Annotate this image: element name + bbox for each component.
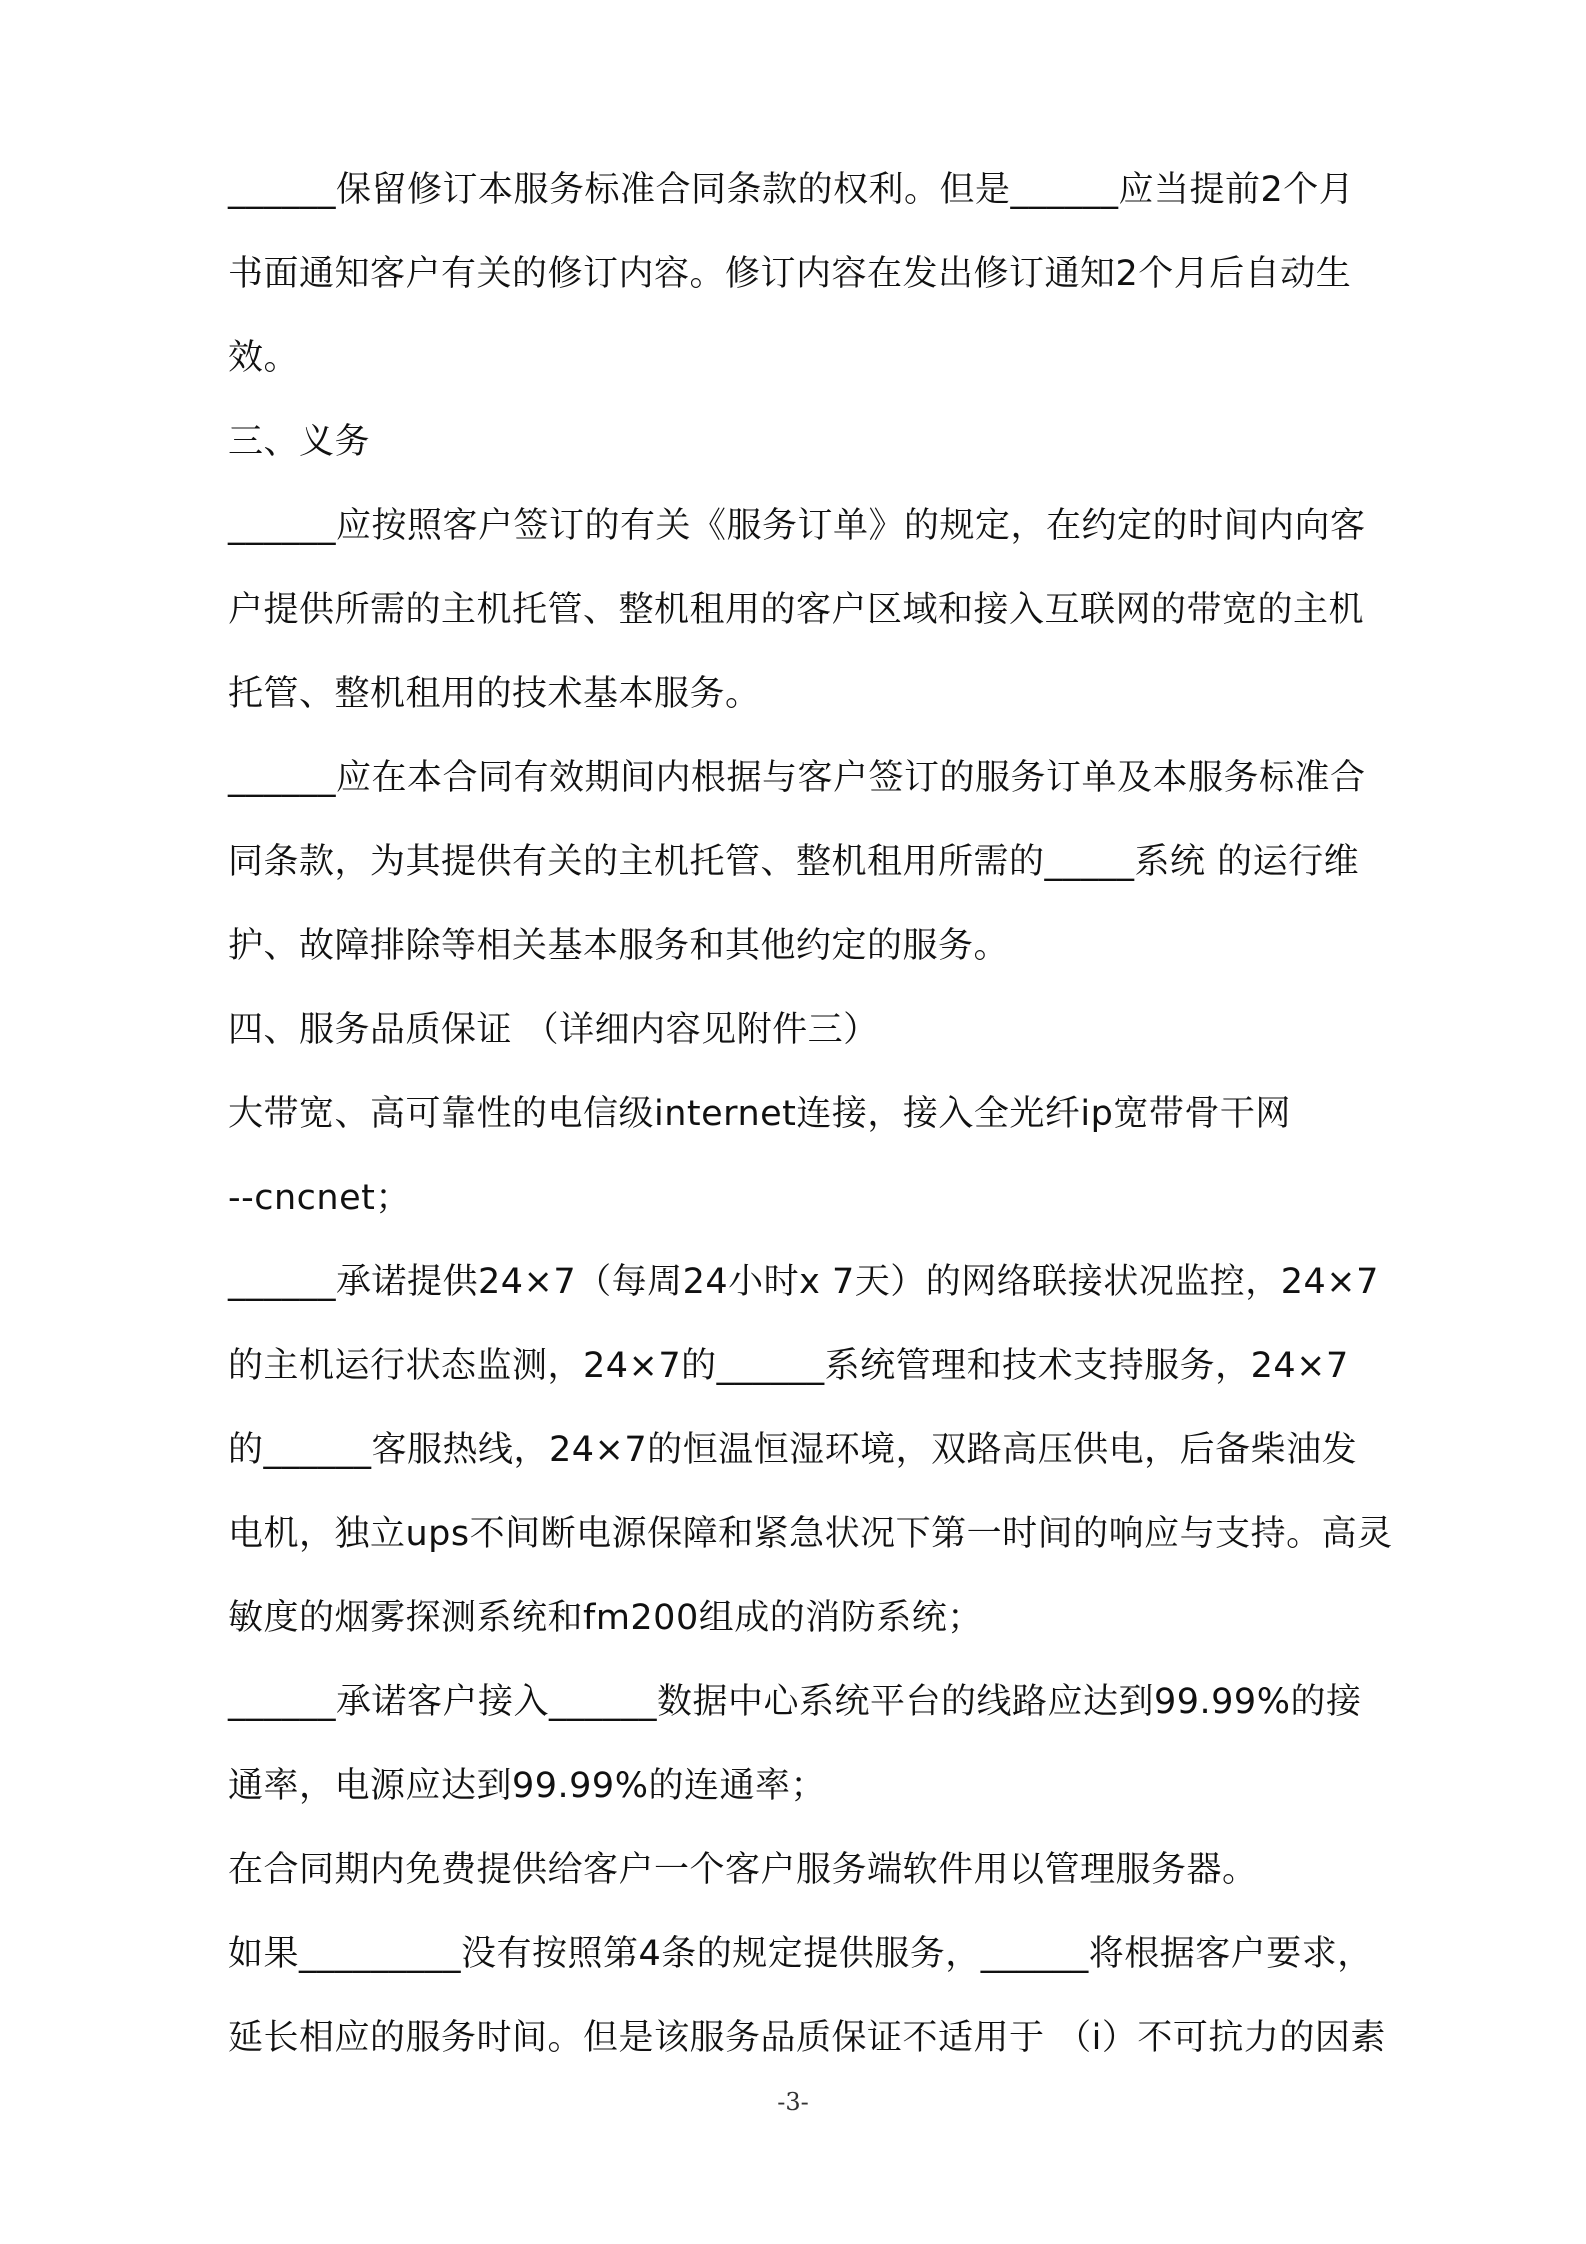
- text-line: ______应在本合同有效期间内根据与客户签订的服务订单及本服务标准合: [228, 758, 1366, 798]
- text-line: --cncnet；: [228, 1178, 411, 1218]
- document-body: [228, 148, 1460, 2080]
- text-line: 延长相应的服务时间。但是该服务品质保证不适用于 （i）不可抗力的因素: [228, 2018, 1386, 2058]
- text-line: 通率，电源应达到99.99%的连通率；: [228, 1766, 826, 1806]
- text-line: 托管、整机租用的技术基本服务。: [228, 674, 761, 714]
- text-line: ______承诺客户接入______数据中心系统平台的线路应达到99.99%的接: [228, 1682, 1362, 1722]
- text-line: 效。: [228, 338, 300, 378]
- text-line: 电机，独立ups不间断电源保障和紧急状况下第一时间的响应与支持。高灵: [228, 1514, 1393, 1554]
- text-line: 的______客服热线，24×7的恒温恒湿环境，双路高压供电，后备柴油发: [228, 1430, 1358, 1470]
- text-line: 书面通知客户有关的修订内容。修订内容在发出修订通知2个月后自动生: [228, 254, 1352, 294]
- section-heading: 四、服务品质保证 （详细内容见附件三）: [228, 1010, 879, 1050]
- text-line: 在合同期内免费提供给客户一个客户服务端软件用以管理服务器。: [228, 1850, 1258, 1890]
- text-line: 如果_________没有按照第4条的规定提供服务，______将根据客户要求，: [228, 1934, 1373, 1974]
- text-line: 的主机运行状态监测，24×7的______系统管理和技术支持服务，24×7: [228, 1346, 1349, 1386]
- text-line: 同条款，为其提供有关的主机托管、整机租用所需的_____系统 的运行维: [228, 842, 1360, 882]
- page-number: -3-: [777, 2088, 809, 2116]
- text-line: 大带宽、高可靠性的电信级internet连接，接入全光纤ip宽带骨干网: [228, 1094, 1291, 1134]
- text-line: 敏度的烟雾探测系统和fm200组成的消防系统；: [228, 1598, 983, 1638]
- text-line: ______应按照客户签订的有关《服务订单》的规定，在约定的时间内向客: [228, 506, 1366, 546]
- text-line: ______保留修订本服务标准合同条款的权利。但是______应当提前2个月: [228, 170, 1355, 210]
- text-line: 户提供所需的主机托管、整机租用的客户区域和接入互联网的带宽的主机: [228, 590, 1365, 630]
- text-line: 护、故障排除等相关基本服务和其他约定的服务。: [228, 926, 1010, 966]
- text-line: ______承诺提供24×7（每周24小时x 7天）的网络联接状况监控，24×7: [228, 1262, 1379, 1302]
- section-heading: 三、义务: [228, 422, 371, 462]
